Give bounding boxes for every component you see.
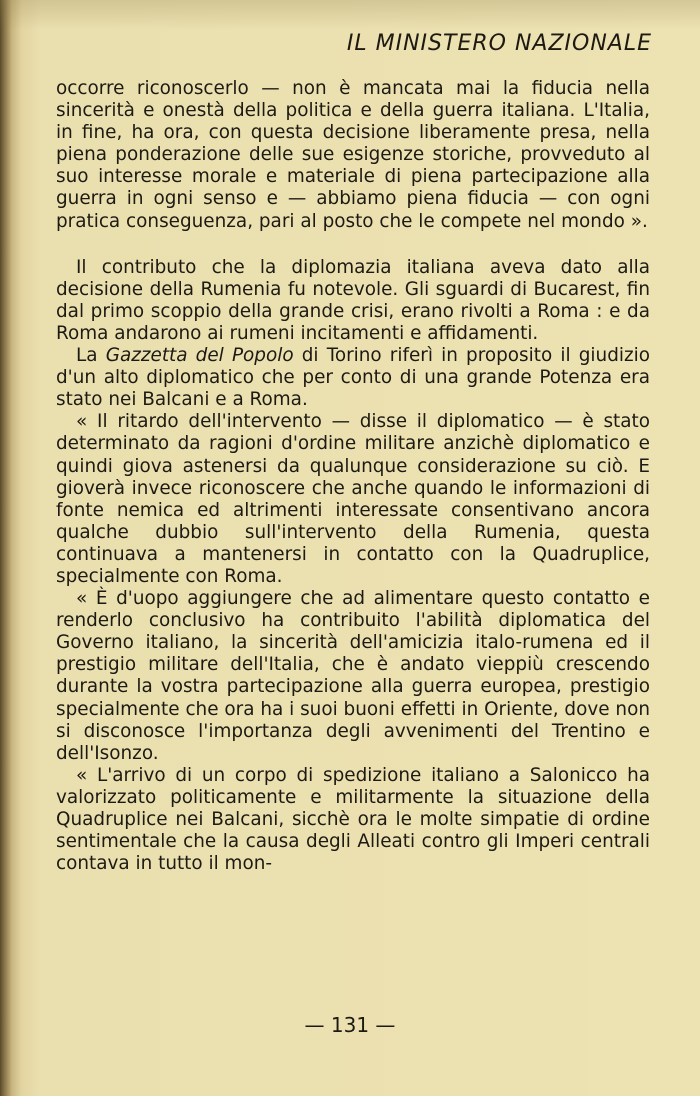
page-top-shadow xyxy=(0,0,700,30)
page-number: — 131 — xyxy=(304,1013,396,1037)
newspaper-title: Gazzetta del Popolo xyxy=(105,345,294,367)
page-body xyxy=(56,78,650,875)
paragraph-3-lead: La xyxy=(76,345,106,367)
paragraph-3 xyxy=(56,345,650,411)
paragraph-5: « È d'uopo aggiungere che ad alimentare questo contatto e renderlo conclusivo ha contribuito l'abilità diplomatica del Governo italiano, la sincerità dell'amicizia italo-rumena ed il prestigio militare dell'Italia, che è andato vieppiù crescendo durante la vostra partecipazione alla guerra europea, prestigio specialmente che ora ha i suoi buoni effetti in Oriente, dove non si disconosce l'importanza degli avvenimenti del Trentino e dell'Isonzo. xyxy=(56,588,650,764)
paragraph-6: « L'arrivo di un corpo di spedizione italiano a Salonicco ha valorizzato politicamente e militarmente la situazione della Quadruplice nei Balcani, sicchè ora le molte simpatie di ordine sentimentale che la causa degli Alleati contro gli Imperi centrali contava in tutto il mon- xyxy=(56,764,650,875)
running-title: IL MINISTERO NAZIONALE xyxy=(346,31,652,56)
paragraph-1: occorre riconoscerlo — non è mancata mai la fiducia nella sincerità e onestà della politica e della guerra italiana. L'Italia, in fine, ha ora, con questa decisione liberamente presa, nella piena ponderazione delle sue esigenze storiche, provveduto al suo interesse morale e materiale di piena partecipazione alla guerra in ogni senso e — abbiamo piena fiducia — con ogni pratica conseguenza, pari al posto che le compete nel mondo ». xyxy=(56,78,650,232)
paragraph-2: Il contributo che la diplomazia italiana aveva dato alla decisione della Rumenia fu notevole. Gli sguardi di Bucarest, fin dal primo scoppio della grande crisi, erano rivolti a Roma : e da Roma andarono ai rumeni incitamenti e affidamenti. xyxy=(56,256,650,344)
paragraph-3-rest: di Torino riferì in proposito il giudizio d'un alto diplomatico che per conto di una grande Potenza era stato nei Balcani e a Roma. xyxy=(56,345,650,411)
paragraph-4: « Il ritardo dell'intervento — disse il diplomatico — è stato determinato da ragioni d'ordine militare anzichè diplomatico e quindi giova astenersi da qualunque considerazione su ciò. E gioverà invece riconoscere che anche quando le informazioni di fonte nemica ed altrimenti interessate consentivano ancora qualche dubbio sull'intervento della Rumenia, questa continuava a mantenersi in contatto con la Quadruplice, specialmente con Roma. xyxy=(56,411,650,587)
